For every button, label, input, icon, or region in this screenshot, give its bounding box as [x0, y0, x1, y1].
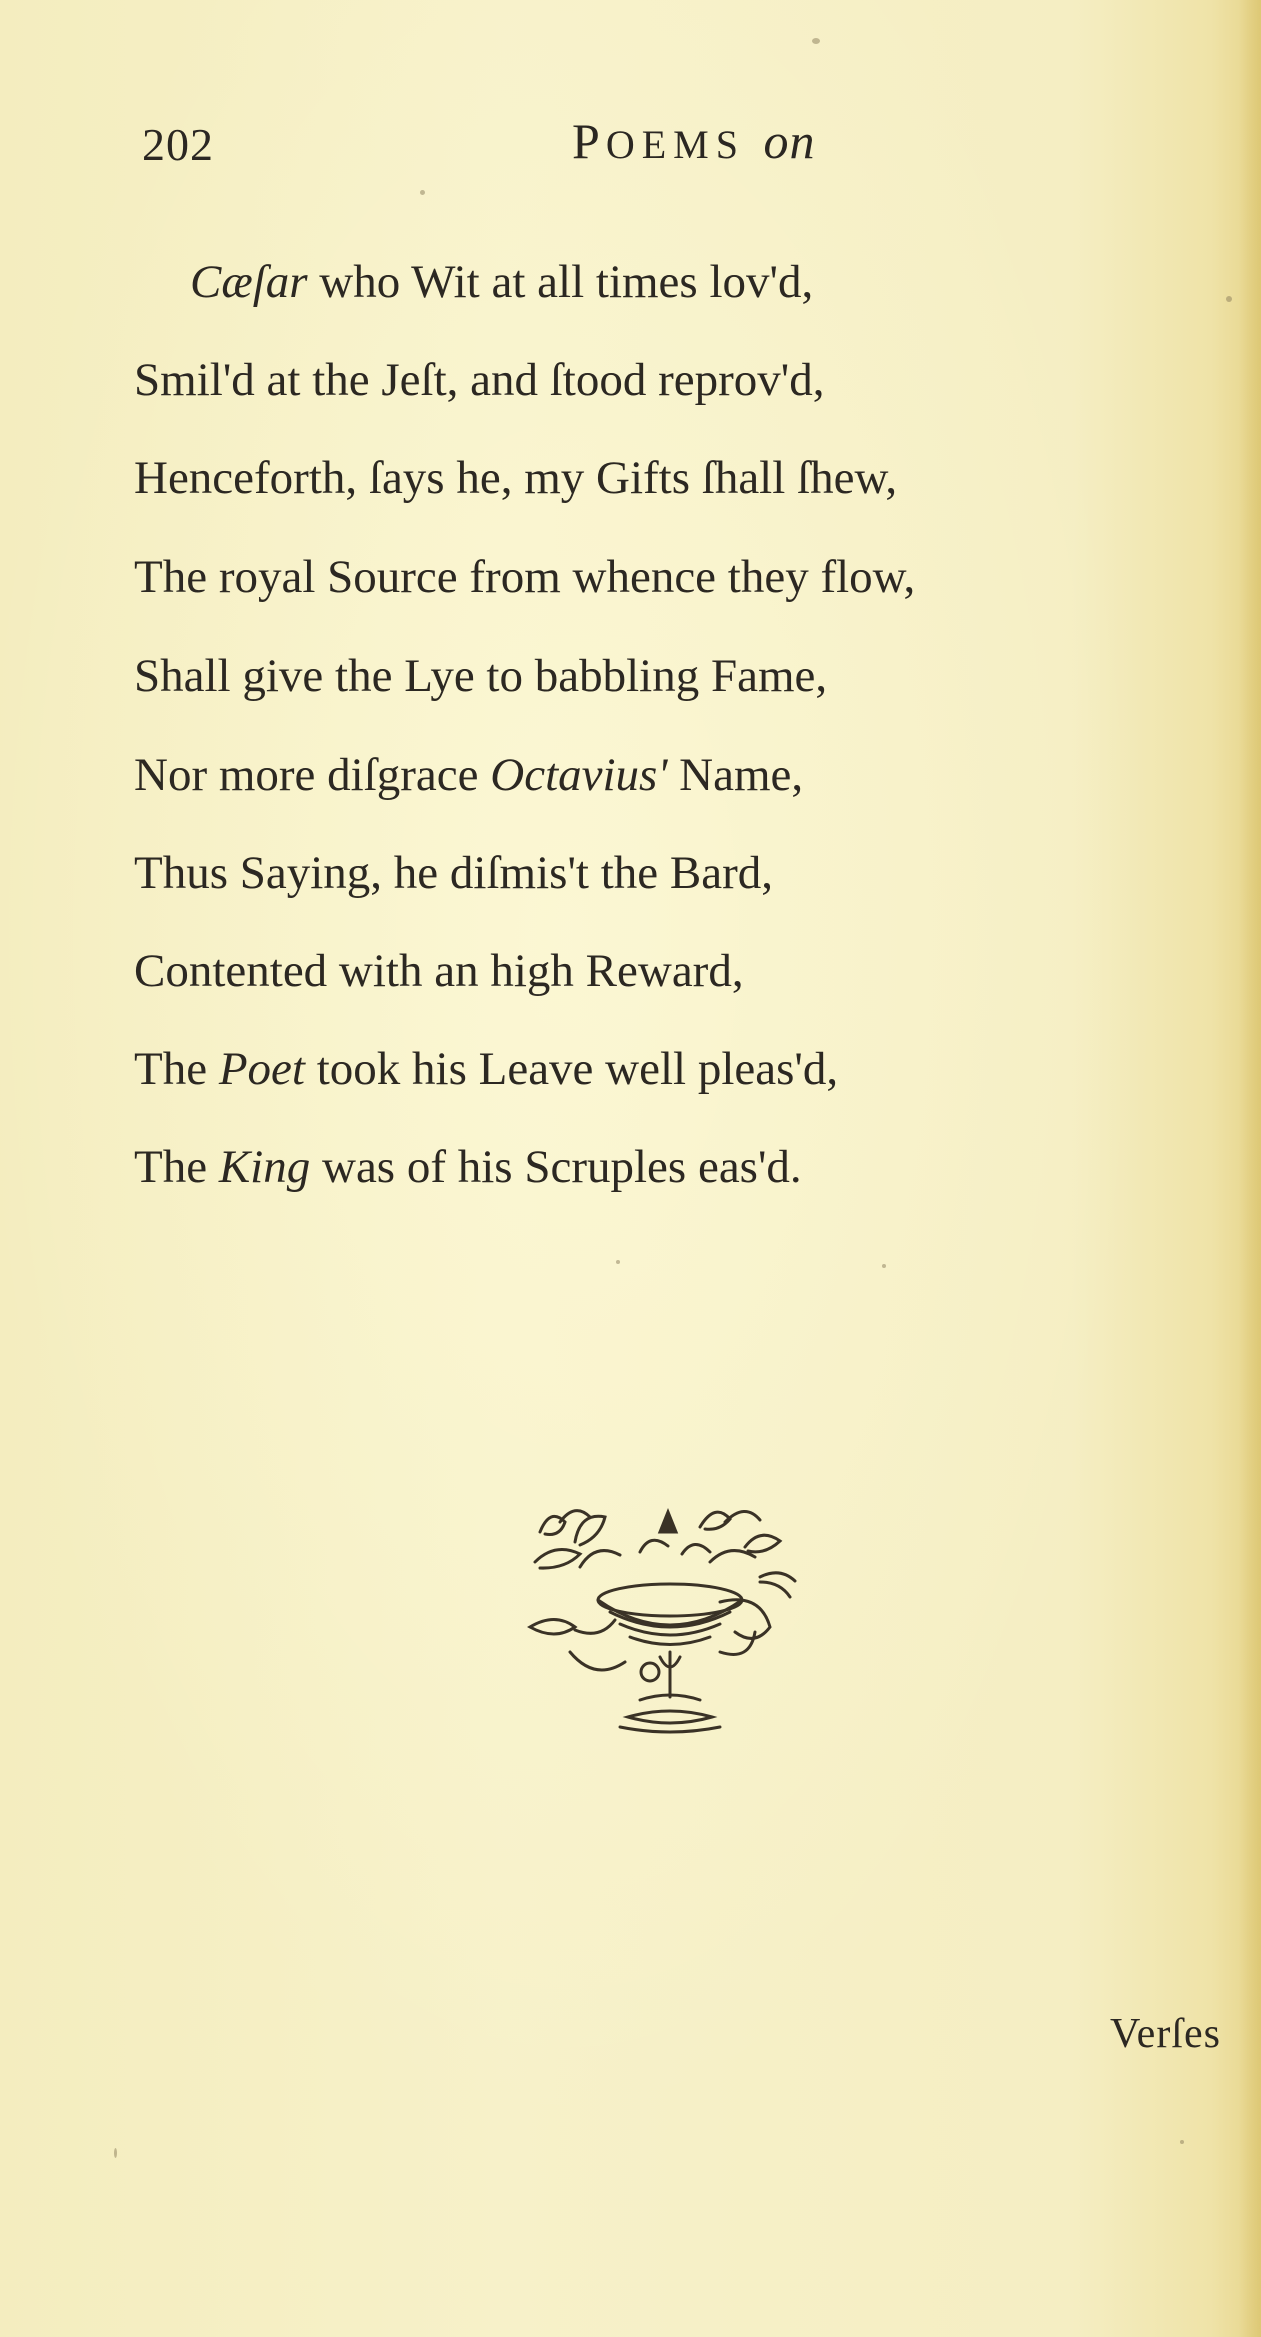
paper-speck — [1180, 2140, 1184, 2144]
poem-line-4: The royal Source from whence they flow, — [134, 551, 916, 603]
running-head-smallcaps: OEMS — [605, 122, 745, 167]
paper-speck — [882, 1264, 886, 1268]
poem-line-10: The King was of his Scruples eas'd. — [134, 1141, 802, 1193]
page-edge-shading — [1239, 0, 1261, 2337]
paper-speck — [1226, 296, 1232, 302]
poem-line-1: Cæſar who Wit at all times lov'd, — [190, 256, 814, 308]
poem-line-2: Smil'd at the Jeſt, and ſtood reprov'd, — [134, 354, 825, 406]
paper-speck — [616, 1260, 620, 1264]
poem-line-7: Thus Saying, he diſmis't the Bard, — [134, 847, 773, 899]
paper-speck — [812, 38, 820, 44]
vase-with-foliage-fleuron-icon — [520, 1492, 820, 1742]
running-head — [572, 112, 815, 170]
poem-line-6: Nor more diſgrace Octavius' Name, — [134, 749, 804, 801]
catchword: Verſes — [1110, 2011, 1221, 2057]
poem-line-3: Henceforth, ſays he, my Gifts ſhall ſhew, — [134, 452, 898, 504]
paper-speck — [420, 190, 425, 195]
paper-speck — [114, 2148, 117, 2158]
poem-line-9: The Poet took his Leave well pleas'd, — [134, 1043, 839, 1095]
running-head-italic: on — [763, 113, 816, 169]
running-head-initial: P — [572, 113, 606, 169]
poem-line-5: Shall give the Lye to babbling Fame, — [134, 650, 828, 702]
poem-line-8: Contented with an high Reward, — [134, 945, 744, 997]
page-number: 202 — [142, 119, 214, 170]
